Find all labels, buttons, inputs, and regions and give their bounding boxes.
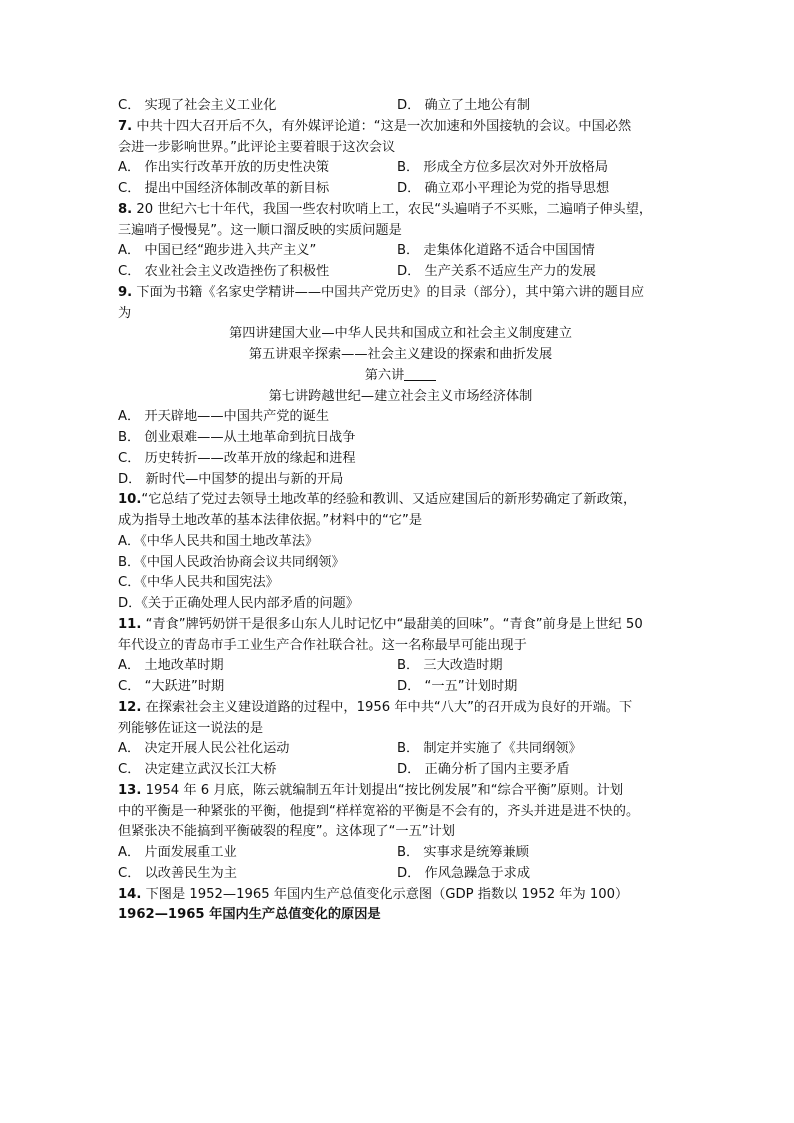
option-c: C． 决定建立武汉长江大桥 — [118, 762, 277, 777]
q12-options-cd — [118, 760, 683, 781]
toc-lecture-4: 第四讲建国大业—中华人民共和国成立和社会主义制度建立 — [229, 326, 572, 342]
option-b: B． 实事求是统筹兼顾 — [397, 845, 529, 860]
option-a: A． 中国已经“跑步进入共产主义” — [118, 243, 317, 259]
question-14-stem — [118, 885, 683, 906]
question-10-stem — [118, 490, 683, 511]
question-number: 11. — [118, 616, 142, 632]
option-a: A． 决定开展人民公社化运动 — [118, 741, 290, 757]
q13-options-ab — [118, 843, 683, 864]
option-b: B． 创业艰难——从土地革命到抗日战争 — [118, 430, 356, 445]
option-d: D．《关于正确处理人民内部矛盾的问题》 — [118, 596, 359, 611]
option-c: C． “大跃进”时期 — [118, 679, 225, 694]
question-12-stem-cont: 列能够佐证这一说法的是 — [118, 720, 264, 736]
toc-lecture-6 — [118, 366, 683, 387]
question-text: 1954 年 6 月底，陈云就编制五年计划提出“按比例发展”和“综合平衡”原则。计划 — [141, 782, 624, 798]
option-b: B．《中国人民政治协商会议共同纲领》 — [118, 554, 345, 570]
question-9-stem-cont: 为 — [118, 305, 132, 321]
q12-options-ab — [118, 739, 683, 760]
q8-options-ab — [118, 241, 683, 262]
option-d: D． 确立了土地公有制 — [397, 98, 531, 113]
question-text: 在探索社会主义建设道路的过程中，1956 年中共“八大”的召开成为良好的开端。下 — [141, 699, 633, 715]
question-11-stem — [118, 615, 683, 636]
option-a: A． 片面发展重工业 — [118, 845, 237, 860]
option-d: D． 生产关系不适应生产力的发展 — [397, 264, 596, 279]
q13-options-cd — [118, 864, 683, 885]
option-b: B． 走集体化道路不适合中国国情 — [397, 243, 595, 259]
option-d: D． 作风急躁急于求成 — [397, 865, 531, 881]
question-7-stem-cont: 会进一步影响世界。”此评论主要着眼于这次会议 — [118, 139, 396, 155]
option-d: D． 新时代—中国梦的提出与新的开局 — [118, 471, 344, 487]
answer-blank — [404, 366, 436, 381]
option-a: A． 作出实行改革开放的历史性决策 — [118, 160, 330, 176]
question-number: 13. — [118, 782, 142, 798]
question-number: 10. — [118, 492, 142, 508]
q8-options-cd — [118, 262, 683, 283]
option-b: B． 形成全方位多层次对外开放格局 — [397, 160, 609, 176]
option-a: A． 开天辟地——中国共产党的诞生 — [118, 409, 330, 425]
question-text: 20 世纪六七十年代，我国一些农村吹哨上工，农民“头遍哨子不买账，二遍哨子伸头望， — [132, 201, 653, 217]
option-b: B． 三大改造时期 — [397, 658, 503, 674]
option-a: A． 土地改革时期 — [118, 658, 224, 674]
toc-lecture-5: 第五讲艰辛探索——社会主义建设的探索和曲折发展 — [248, 347, 553, 362]
toc-lecture-6-label: 第六讲 — [364, 367, 405, 383]
question-13-stem — [118, 781, 683, 802]
question-number: 7. — [118, 118, 133, 134]
question-8-stem-cont: 三遍哨子慢慢晃”。这一顺口溜反映的实质问题是 — [118, 222, 402, 238]
option-c: C． 以改善民生为主 — [118, 865, 237, 881]
option-c: C． 提出中国经济体制改革的新目标 — [118, 181, 330, 196]
option-d: D． 确立邓小平理论为党的指导思想 — [397, 181, 610, 196]
question-11-stem-cont: 年代设立的青岛市手工业生产合作社联合社。这一名称最早可能出现于 — [118, 637, 527, 653]
option-b: B． 制定并实施了《共同纲领》 — [397, 741, 582, 757]
question-number: 12. — [118, 699, 142, 715]
question-number: 8. — [118, 201, 133, 217]
question-13-stem-cont: 但紧张决不能搞到平衡破裂的程度”。这体现了“一五”计划 — [118, 824, 455, 840]
toc-lecture-7: 第七讲跨越世纪—建立社会主义市场经济体制 — [268, 388, 533, 404]
exam-page — [118, 96, 683, 926]
option-c: C． 历史转折——改革开放的缘起和进程 — [118, 450, 356, 466]
q7-options-ab — [118, 158, 683, 179]
question-text: “青食”牌钙奶饼干是很多山东人儿时记忆中“最甜美的回味”。“青食”前身是上世纪 50 — [141, 616, 643, 632]
question-8-stem — [118, 200, 683, 221]
option-d: D． 正确分析了国内主要矛盾 — [397, 762, 570, 777]
question-7-stem — [118, 117, 683, 138]
option-d: D． “一五”计划时期 — [397, 679, 518, 694]
question-number: 9. — [118, 284, 133, 300]
question-text: 下面为书籍《名家史学精讲——中国共产党历史》的目录（部分），其中第六讲的题目应 — [132, 284, 645, 300]
question-12-stem — [118, 698, 683, 719]
question-text: “它总结了党过去领导土地改革的经验和教训、又适应建国后的新形势确定了新政策， — [141, 492, 637, 508]
question-text: 中共十四大召开后不久，有外媒评论道：“这是一次加速和外国接轨的会议。中国必然 — [132, 118, 632, 134]
question-14-stem-cont: 1962—1965 年国内生产总值变化的原因是 — [118, 907, 381, 923]
option-a: A．《中华人民共和国土地改革法》 — [118, 533, 319, 549]
question-number: 14. — [118, 886, 142, 902]
q7-options-cd — [118, 179, 683, 200]
option-c: C． 农业社会主义改造挫伤了积极性 — [118, 264, 330, 279]
question-text: 下图是 1952—1965 年国内生产总值变化示意图（GDP 指数以 1952 年为 100） — [141, 886, 629, 902]
question-13-stem-cont: 中的平衡是一种紧张的平衡，他提到“样样宽裕的平衡是不会有的，齐头并进是进不快的。 — [118, 803, 640, 819]
option-c: C．《中华人民共和国宪法》 — [118, 575, 279, 591]
q11-options-ab — [118, 656, 683, 677]
question-9-stem — [118, 283, 683, 304]
option-c: C． 实现了社会主义工业化 — [118, 98, 277, 113]
q11-options-cd — [118, 677, 683, 698]
question-10-stem-cont: 成为指导土地改革的基本法律依据。”材料中的“它”是 — [118, 513, 423, 528]
q6-options-cd — [118, 96, 683, 117]
